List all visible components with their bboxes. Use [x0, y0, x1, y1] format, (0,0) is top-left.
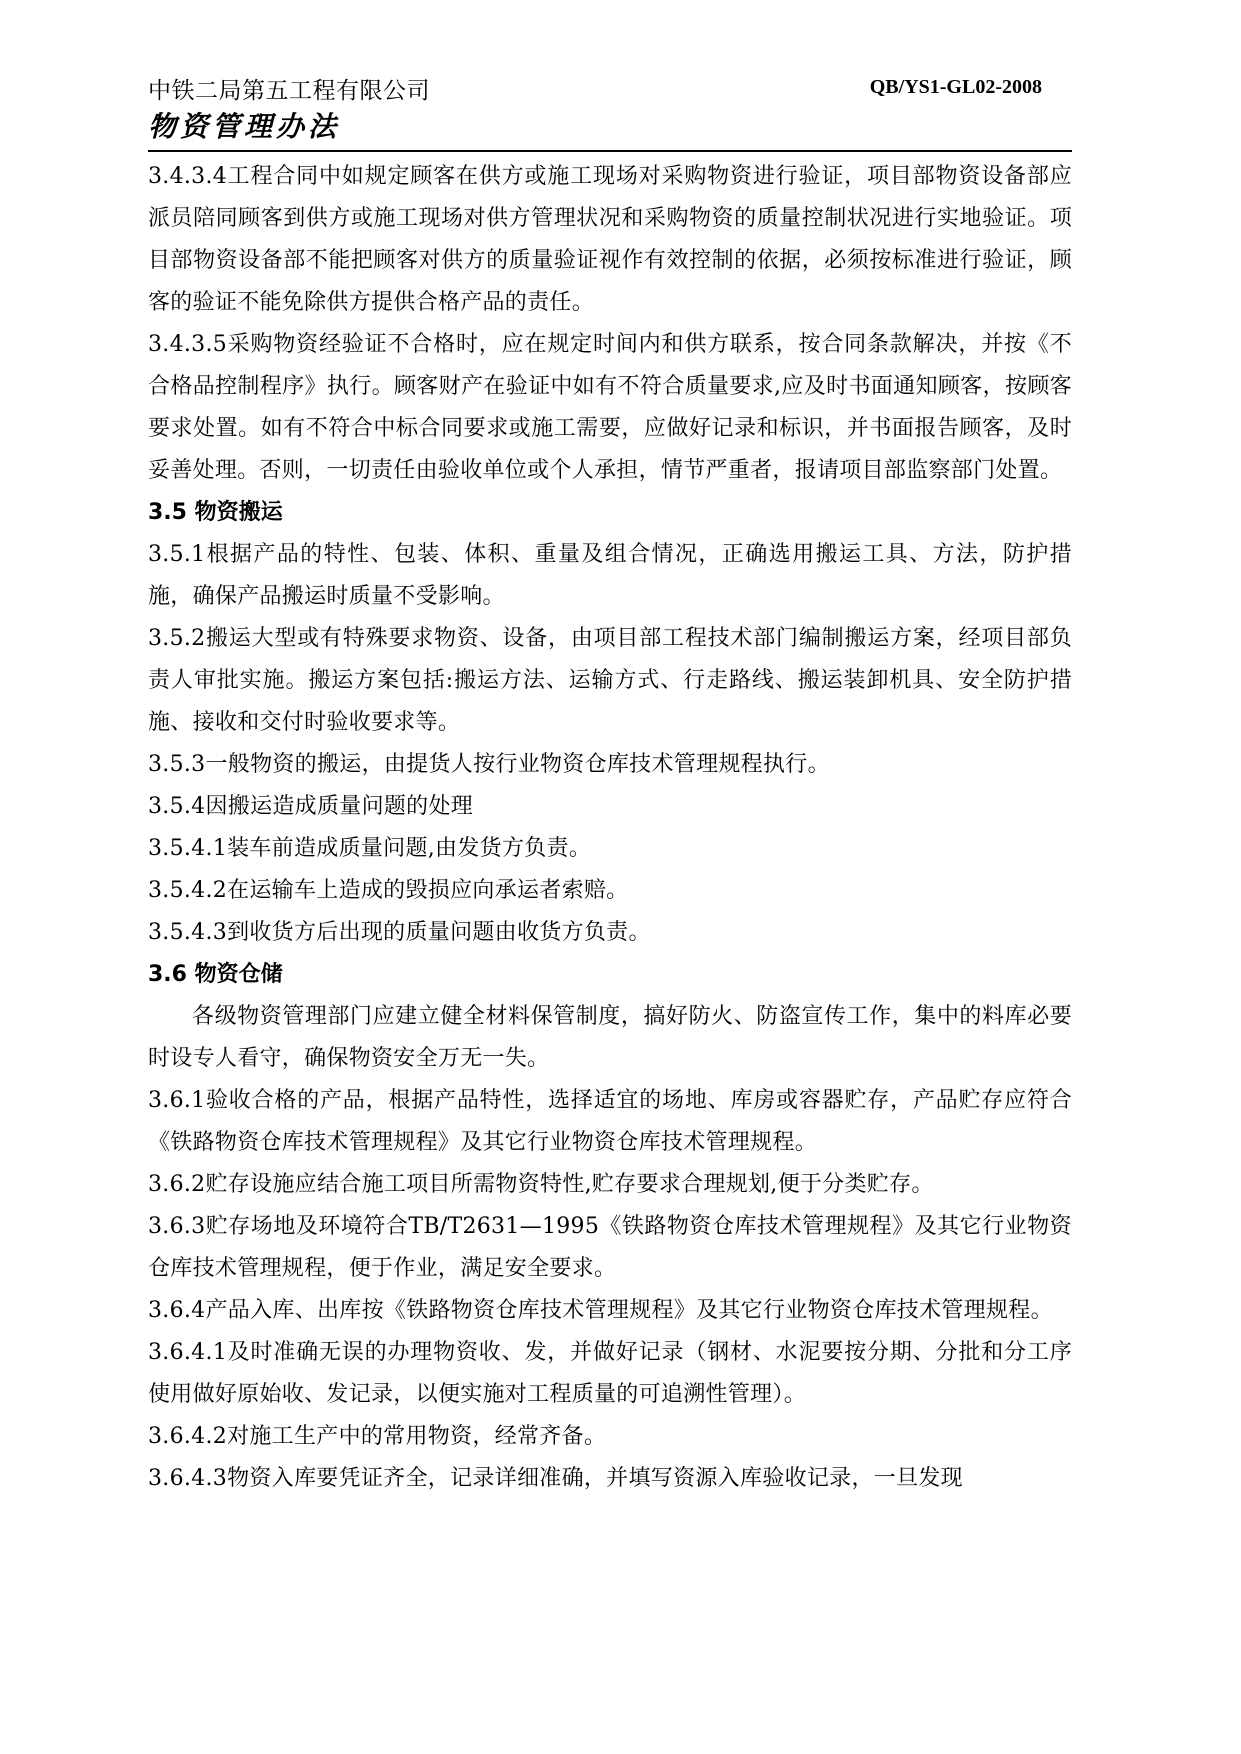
document-body	[148, 156, 1072, 1500]
paragraph-3-6-2: 3.6.2贮存设施应结合施工项目所需物资特性,贮存要求合理规划,便于分类贮存。	[148, 1172, 934, 1197]
paragraph-3-6-4-3: 3.6.4.3物资入库要凭证齐全，记录详细准确，并填写资源入库验收记录，一旦发现	[148, 1466, 963, 1491]
paragraph-3-6-4: 3.6.4产品入库、出库按《铁路物资仓库技术管理规程》及其它行业物资仓库技术管理规程。	[148, 1298, 1053, 1323]
paragraph-3-6-4-2: 3.6.4.2对施工生产中的常用物资，经常齐备。	[148, 1424, 607, 1449]
paragraph-3-5-1: 3.5.1根据产品的特性、包装、体积、重量及组合情况，正确选用搬运工具、方法，防护措施，确保产品搬运时质量不受影响。	[148, 542, 1072, 609]
document-code: QB/YS1-GL02-2008	[869, 76, 1042, 98]
paragraph-3-6-1: 3.6.1验收合格的产品，根据产品特性，选择适宜的场地、库房或容器贮存，产品贮存应符合《铁路物资仓库技术管理规程》及其它行业物资仓库技术管理规程。	[148, 1088, 1072, 1155]
paragraph-3-4-3-5: 3.4.3.5采购物资经验证不合格时，应在规定时间内和供方联系，按合同条款解决，并按《不合格品控制程序》执行。顾客财产在验证中如有不符合质量要求,应及时书面通知顾客，按顾客要求处置。如有不符合中标合同要求或施工需要，应做好记录和标识，并书面报告顾客，及时妥善处理。否则，一切责任由验收单位或个人承担，情节严重者，报请项目部监察部门处置。	[148, 332, 1072, 483]
company-name: 中铁二局第五工程有限公司	[148, 78, 430, 104]
page-header	[148, 70, 1072, 152]
section-heading-3-6: 3.6 物资仓储	[148, 962, 283, 987]
section-heading-3-5: 3.5 物资搬运	[148, 500, 283, 525]
paragraph-3-4-3-4: 3.4.3.4工程合同中如规定顾客在供方或施工现场对采购物资进行验证，项目部物资设备部应派员陪同顾客到供方或施工现场对供方管理状况和采购物资的质量控制状况进行实地验证。项目部物资设备部不能把顾客对供方的质量验证视作有效控制的依据，必须按标准进行验证，顾客的验证不能免除供方提供合格产品的责任。	[148, 164, 1072, 315]
paragraph-3-5-4: 3.5.4因搬运造成质量问题的处理	[148, 794, 474, 819]
document-title: 物资管理办法	[148, 110, 341, 143]
paragraph-3-6-4-1: 3.6.4.1及时准确无误的办理物资收、发，并做好记录（钢材、水泥要按分期、分批和分工序使用做好原始收、发记录，以便实施对工程质量的可追溯性管理）。	[148, 1340, 1072, 1407]
paragraph-3-6-3: 3.6.3贮存场地及环境符合TB/T2631—1995《铁路物资仓库技术管理规程》及其它行业物资仓库技术管理规程，便于作业，满足安全要求。	[148, 1214, 1072, 1281]
paragraph-3-5-4-3: 3.5.4.3到收货方后出现的质量问题由收货方负责。	[148, 920, 651, 945]
paragraph-3-5-3: 3.5.3一般物资的搬运，由提货人按行业物资仓库技术管理规程执行。	[148, 752, 830, 777]
paragraph-3-6-intro: 各级物资管理部门应建立健全材料保管制度，搞好防火、防盗宣传工作，集中的料库必要时设专人看守，确保物资安全万无一失。	[148, 1004, 1072, 1071]
paragraph-3-5-4-2: 3.5.4.2在运输车上造成的毁损应向承运者索赔。	[148, 878, 629, 903]
paragraph-3-5-2: 3.5.2搬运大型或有特殊要求物资、设备，由项目部工程技术部门编制搬运方案，经项目部负责人审批实施。搬运方案包括:搬运方法、运输方式、行走路线、搬运装卸机具、安全防护措施、接收和交付时验收要求等。	[148, 626, 1072, 735]
paragraph-3-5-4-1: 3.5.4.1装车前造成质量问题,由发货方负责。	[148, 836, 592, 861]
